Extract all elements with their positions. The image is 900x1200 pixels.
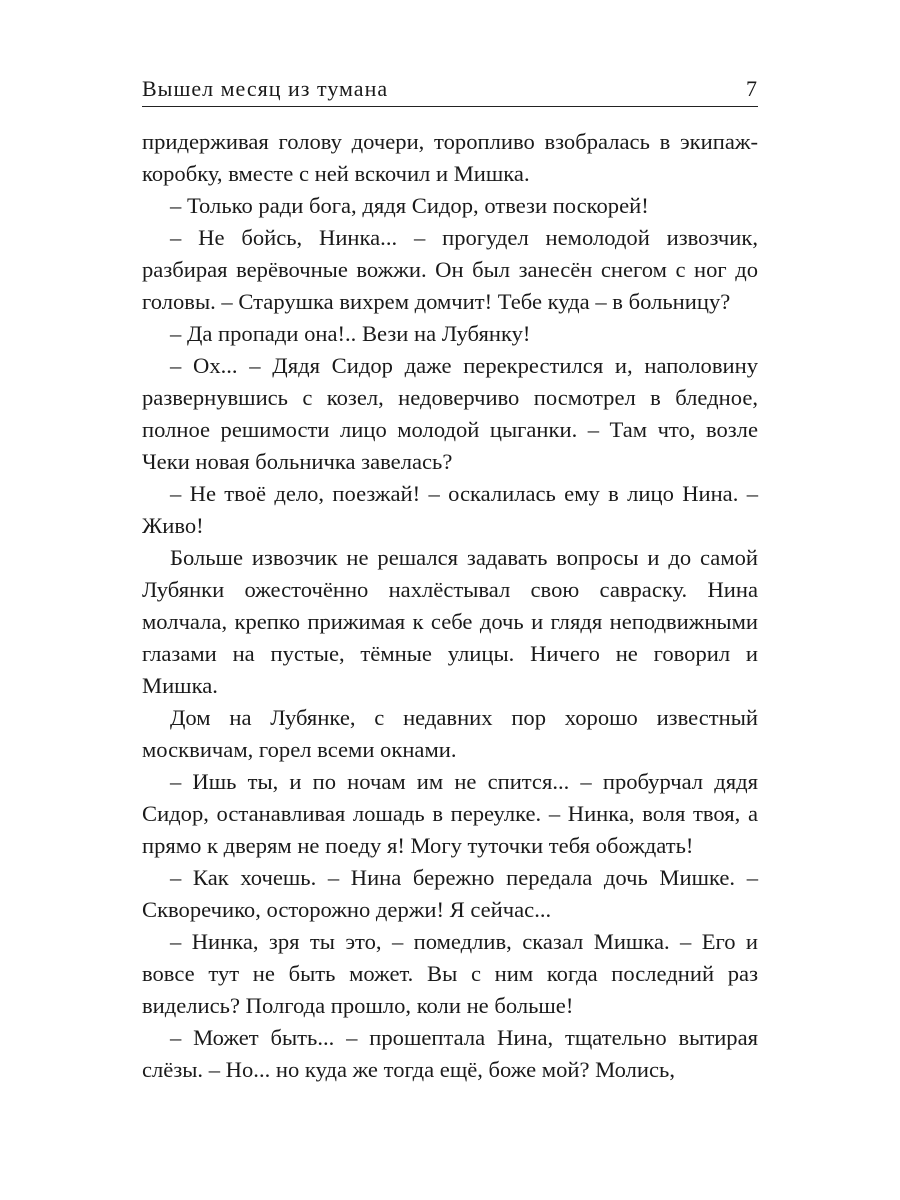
- paragraph: – Как хочешь. – Нина бережно передала дочь Мишке. – Скворечико, осторожно держи! Я сейчас...: [142, 865, 758, 922]
- paragraph: – Нинка, зря ты это, – помедлив, сказал Мишка. – Его и вовсе тут не быть может. Вы с ним когда последний раз виделись? Полгода прошло, коли не больше!: [142, 929, 758, 1018]
- book-page: [142, 0, 758, 1200]
- paragraph: – Да пропади она!.. Вези на Лубянку!: [170, 321, 531, 346]
- paragraph: Дом на Лубянке, с недавних пор хорошо известный москвичам, горел всеми окнами.: [142, 705, 758, 762]
- paragraph: – Только ради бога, дядя Сидор, отвези поскорей!: [170, 193, 649, 218]
- paragraph: – Не бойсь, Нинка... – прогудел немолодой извозчик, разбирая верёвочные вожжи. Он был занесён снегом с ног до головы. – Старушка вихрем домчит! Тебе куда – в больницу?: [142, 225, 758, 314]
- paragraph: придерживая голову дочери, торопливо взобралась в экипаж-коробку, вместе с ней вскочил и Мишка.: [142, 129, 758, 186]
- header-rule: [142, 106, 758, 107]
- paragraph: – Не твоё дело, поезжай! – оскалилась ему в лицо Нина. – Живо!: [142, 481, 758, 538]
- paragraph: – Может быть... – прошептала Нина, тщательно вытирая слёзы. – Но... но куда же тогда ещё, боже мой? Молись,: [142, 1025, 758, 1082]
- paragraph: – Ишь ты, и по ночам им не спится... – пробурчал дядя Сидор, останавливая лошадь в переулке. – Нинка, воля твоя, а прямо к дверям не поеду я! Могу туточки тебя обождать!: [142, 769, 758, 858]
- page-number: 7: [746, 76, 758, 101]
- paragraph: Больше извозчик не решался задавать вопросы и до самой Лубянки ожесточённо нахлёстывал свою савраску. Нина молчала, крепко прижимая к себе дочь и глядя неподвижными глазами на пустые, тёмные улицы. Ничего не говорил и Мишка.: [142, 545, 758, 698]
- paragraph: – Ох... – Дядя Сидор даже перекрестился и, наполовину развернувшись с козел, недоверчиво посмотрел в бледное, полное решимости лицо молодой цыганки. – Там что, возле Чеки новая больничка завелась?: [142, 353, 758, 474]
- running-head: [142, 66, 758, 102]
- body-text: [142, 126, 758, 1086]
- running-title: Вышел месяц из тумана: [142, 76, 389, 101]
